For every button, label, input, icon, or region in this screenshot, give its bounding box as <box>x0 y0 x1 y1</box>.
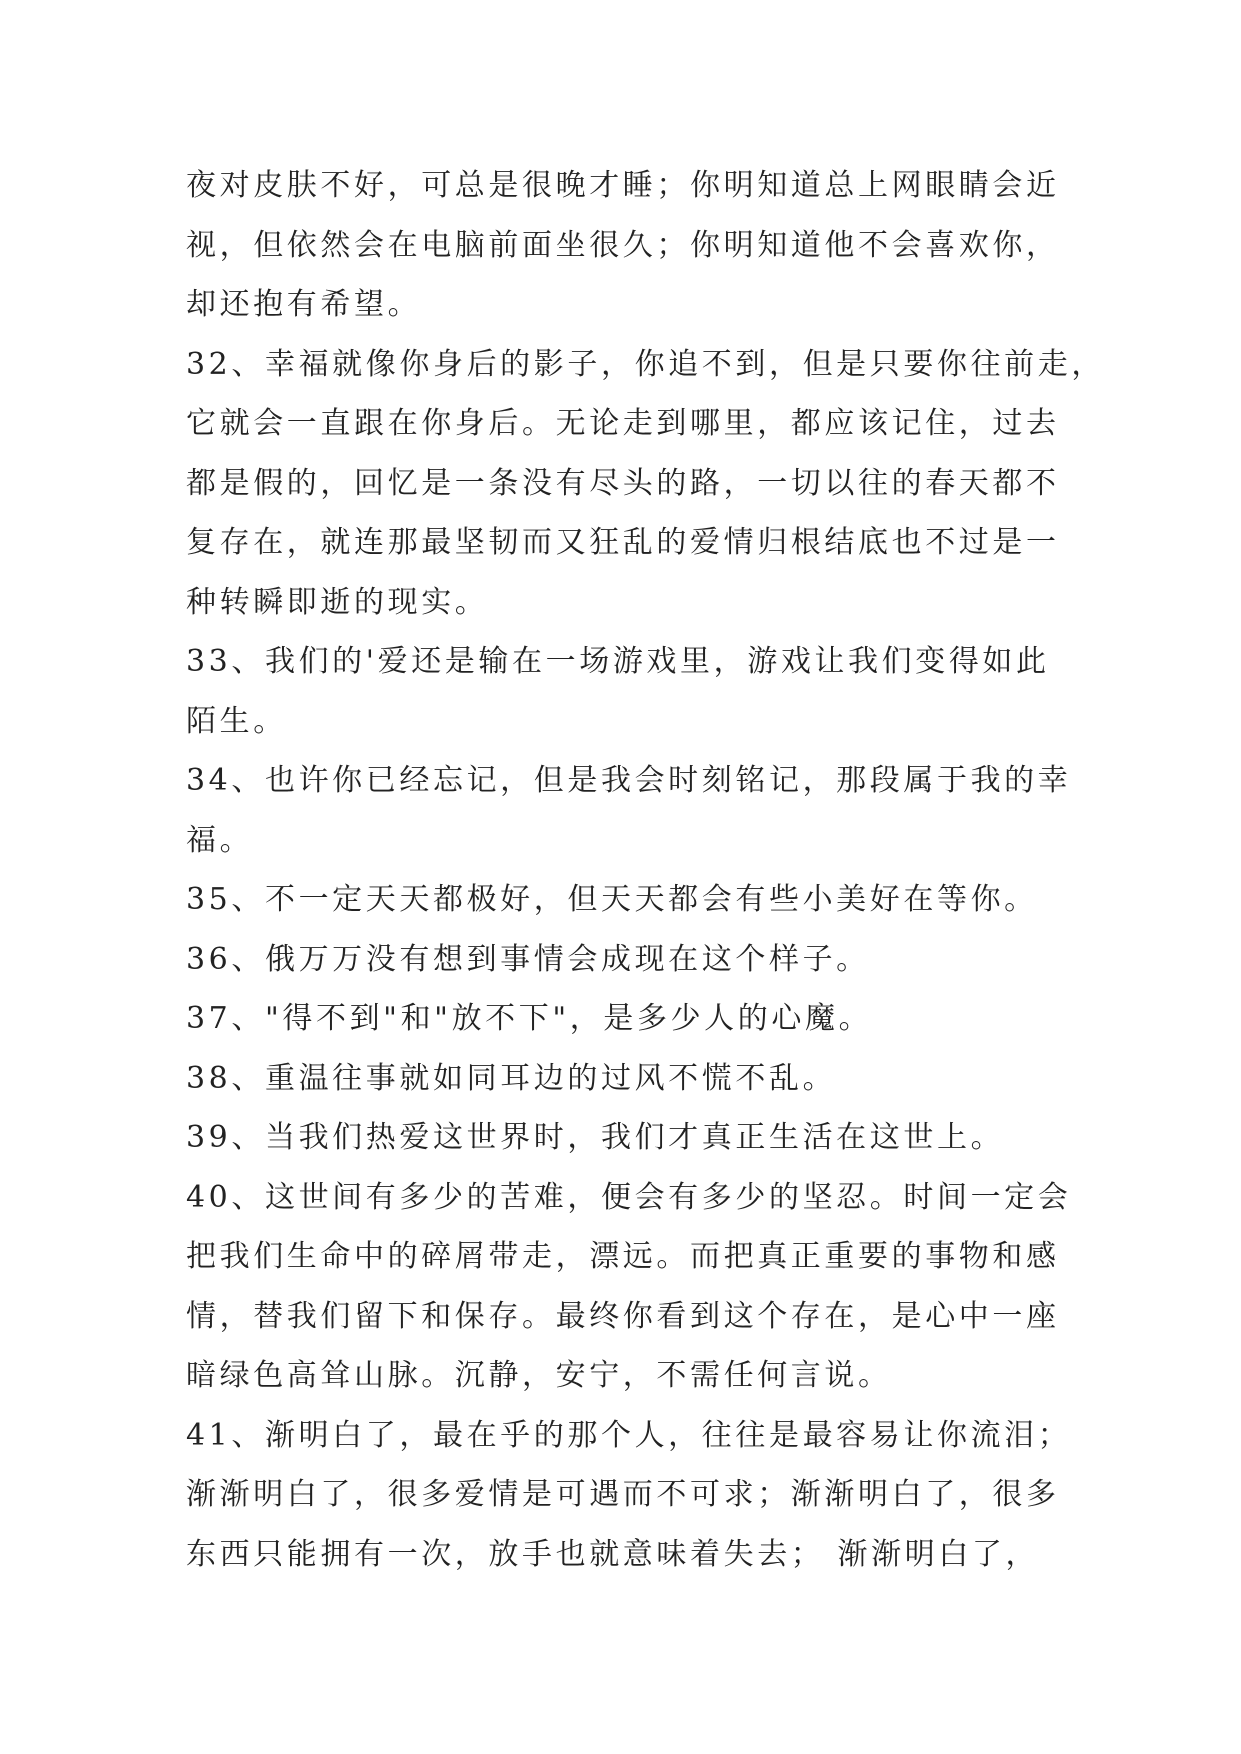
text-line: 40、这世间有多少的苦难，便会有多少的坚忍。时间一定会 <box>186 1179 1072 1215</box>
text-line: 东西只能拥有一次，放手也就意味着失去； 渐渐明白了， <box>186 1536 1040 1572</box>
text-line: 福。 <box>186 822 254 858</box>
text-line: 视，但依然会在电脑前面坐很久；你明知道他不会喜欢你， <box>186 227 1060 263</box>
text-line: 却还抱有希望。 <box>186 287 422 322</box>
text-line: 35、不一定天天都极好，但天天都会有些小美好在等你。 <box>186 882 1038 917</box>
text-line: 32、幸福就像你身后的影子，你追不到，但是只要你往前走， <box>186 346 1105 382</box>
text-line: 都是假的，回忆是一条没有尽头的路，一切以往的春天都不 <box>186 465 1060 501</box>
text-line: 41、渐明白了，最在乎的那个人，往往是最容易让你流泪； <box>186 1417 1072 1453</box>
text-line: 种转瞬即逝的现实。 <box>186 584 489 620</box>
text-body <box>186 156 1105 1584</box>
text-line: 34、也许你已经忘记，但是我会时刻铭记，那段属于我的幸 <box>186 763 1072 798</box>
text-line: 37、"得不到"和"放不下"，是多少人的心魔。 <box>186 1001 873 1036</box>
text-line: 38、重温往事就如同耳边的过风不慌不乱。 <box>186 1060 837 1096</box>
text-line: 渐渐明白了，很多爱情是可遇而不可求；渐渐明白了，很多 <box>186 1477 1060 1512</box>
text-line: 36、俄万万没有想到事情会成现在这个样子。 <box>186 941 870 977</box>
text-line: 39、当我们热爱这世界时，我们才真正生活在这世上。 <box>186 1120 1005 1155</box>
text-line: 它就会一直跟在你身后。无论走到哪里，都应该记住，过去 <box>186 406 1060 441</box>
text-line: 把我们生命中的碎屑带走，漂远。而把真正重要的事物和感 <box>186 1239 1060 1274</box>
text-line: 夜对皮肤不好，可总是很晚才睡；你明知道总上网眼睛会近 <box>186 168 1060 203</box>
text-line: 情，替我们留下和保存。最终你看到这个存在，是心中一座 <box>186 1298 1060 1334</box>
text-line: 33、我们的'爱还是输在一场游戏里，游戏让我们变得如此 <box>186 644 1050 679</box>
text-line: 复存在，就连那最坚韧而又狂乱的爱情归根结底也不过是一 <box>186 525 1060 560</box>
text-line: 陌生。 <box>186 703 287 739</box>
text-line: 暗绿色高耸山脉。沉静，安宁，不需任何言说。 <box>186 1358 892 1393</box>
